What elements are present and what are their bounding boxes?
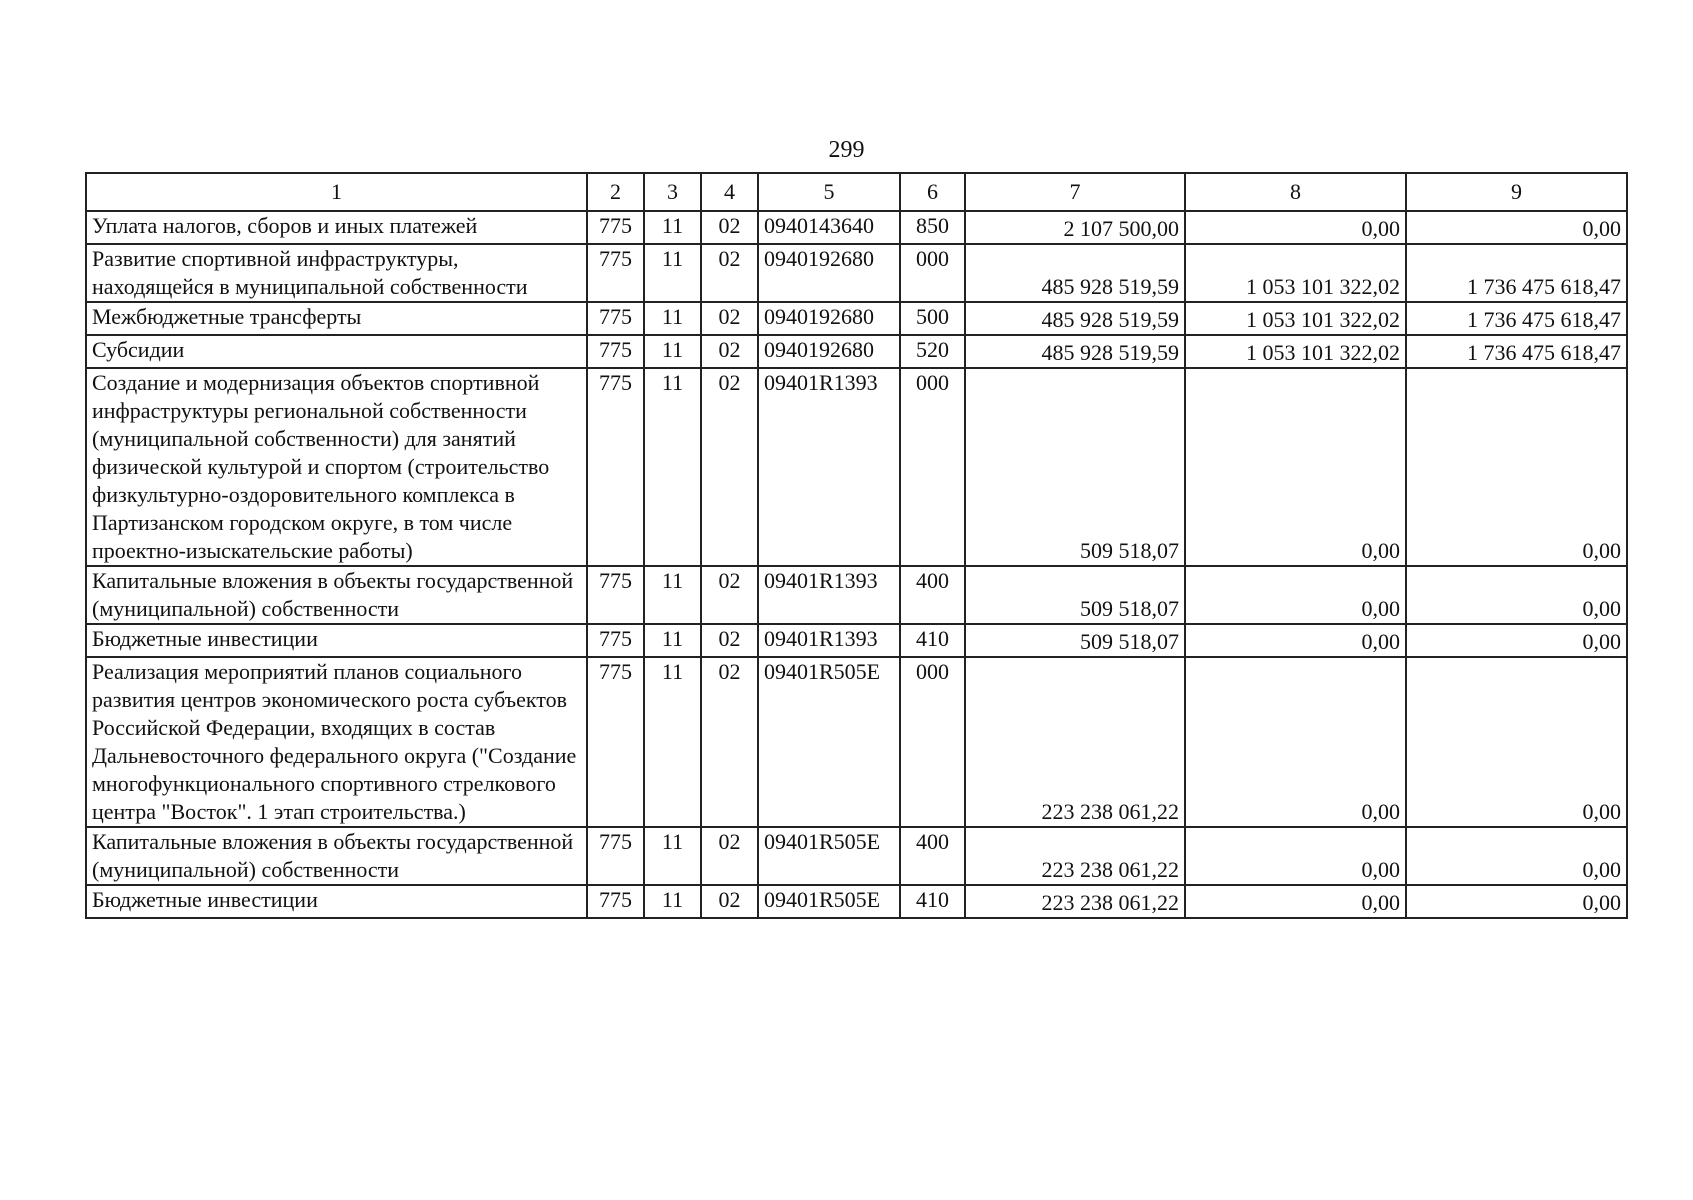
table-row: [86, 335, 1627, 368]
target-article-cell: 0940192680: [758, 335, 900, 368]
amount-col7-cell: 509 518,07: [965, 368, 1185, 566]
amount-col9-cell: 1 736 475 618,47: [1406, 335, 1627, 368]
amount-col9-cell: 0,00: [1406, 657, 1627, 827]
section-code-cell: 11: [644, 335, 701, 368]
subsection-code-cell: 02: [701, 211, 758, 244]
amount-col9-cell: 0,00: [1406, 885, 1627, 918]
amount-col9-cell: 0,00: [1406, 368, 1627, 566]
section-code-cell: 11: [644, 302, 701, 335]
amount-col8-cell: 0,00: [1185, 624, 1406, 657]
expense-type-cell: 400: [900, 827, 965, 885]
gr-code-cell: 775: [587, 302, 644, 335]
section-code-cell: 11: [644, 244, 701, 302]
amount-col9-cell: 0,00: [1406, 827, 1627, 885]
amount-col7-cell: 509 518,07: [965, 566, 1185, 624]
amount-col7-cell: 485 928 519,59: [965, 335, 1185, 368]
section-code-cell: 11: [644, 566, 701, 624]
expense-type-cell: 410: [900, 624, 965, 657]
gr-code-cell: 775: [587, 335, 644, 368]
header-cell: 9: [1406, 173, 1627, 211]
table-row: [86, 368, 1627, 566]
amount-col8-cell: 1 053 101 322,02: [1185, 335, 1406, 368]
row-name-cell: Уплата налогов, сборов и иных платежей: [86, 211, 587, 244]
row-name-cell: Капитальные вложения в объекты государственной (муниципальной) собственности: [86, 827, 587, 885]
header-cell: 4: [701, 173, 758, 211]
target-article-cell: 0940143640: [758, 211, 900, 244]
section-code-cell: 11: [644, 827, 701, 885]
section-code-cell: 11: [644, 211, 701, 244]
subsection-code-cell: 02: [701, 885, 758, 918]
amount-col7-cell: 2 107 500,00: [965, 211, 1185, 244]
amount-col7-cell: 223 238 061,22: [965, 885, 1185, 918]
amount-col8-cell: 1 053 101 322,02: [1185, 302, 1406, 335]
row-name-cell: Капитальные вложения в объекты государственной (муниципальной) собственности: [86, 566, 587, 624]
row-name-cell: Реализация мероприятий планов социального развития центров экономического роста субъектов Российской Федерации, входящих в состав Дальневосточного федерального округа ("Создание многофункционального спортивного стрелкового центра "Восток". 1 этап строительства.): [86, 657, 587, 827]
target-article-cell: 0940192680: [758, 302, 900, 335]
gr-code-cell: 775: [587, 624, 644, 657]
gr-code-cell: 775: [587, 244, 644, 302]
target-article-cell: 09401R505E: [758, 827, 900, 885]
header-cell: 8: [1185, 173, 1406, 211]
target-article-cell: 09401R1393: [758, 368, 900, 566]
table-row: [86, 566, 1627, 624]
amount-col8-cell: 0,00: [1185, 368, 1406, 566]
amount-col8-cell: 0,00: [1185, 566, 1406, 624]
expense-type-cell: 500: [900, 302, 965, 335]
amount-col7-cell: 223 238 061,22: [965, 827, 1185, 885]
table-row: [86, 211, 1627, 244]
amount-col8-cell: 0,00: [1185, 657, 1406, 827]
header-cell: 1: [86, 173, 587, 211]
subsection-code-cell: 02: [701, 624, 758, 657]
gr-code-cell: 775: [587, 368, 644, 566]
table-row: [86, 244, 1627, 302]
expense-type-cell: 400: [900, 566, 965, 624]
gr-code-cell: 775: [587, 566, 644, 624]
subsection-code-cell: 02: [701, 244, 758, 302]
expense-type-cell: 000: [900, 244, 965, 302]
target-article-cell: 0940192680: [758, 244, 900, 302]
row-name-cell: Субсидии: [86, 335, 587, 368]
section-code-cell: 11: [644, 624, 701, 657]
section-code-cell: 11: [644, 368, 701, 566]
header-cell: 5: [758, 173, 900, 211]
page-number: 299: [828, 137, 865, 163]
amount-col7-cell: 509 518,07: [965, 624, 1185, 657]
amount-col8-cell: 0,00: [1185, 211, 1406, 244]
header-cell: 6: [900, 173, 965, 211]
amount-col9-cell: 0,00: [1406, 624, 1627, 657]
amount-col7-cell: 485 928 519,59: [965, 302, 1185, 335]
subsection-code-cell: 02: [701, 827, 758, 885]
target-article-cell: 09401R1393: [758, 566, 900, 624]
row-name-cell: Межбюджетные трансферты: [86, 302, 587, 335]
amount-col7-cell: 223 238 061,22: [965, 657, 1185, 827]
table-row: [86, 657, 1627, 827]
subsection-code-cell: 02: [701, 657, 758, 827]
row-name-cell: Бюджетные инвестиции: [86, 885, 587, 918]
table-row: [86, 624, 1627, 657]
table-row: [86, 827, 1627, 885]
table-row: [86, 302, 1627, 335]
amount-col9-cell: 1 736 475 618,47: [1406, 244, 1627, 302]
header-cell: 2: [587, 173, 644, 211]
expense-type-cell: 000: [900, 657, 965, 827]
subsection-code-cell: 02: [701, 335, 758, 368]
target-article-cell: 09401R505E: [758, 885, 900, 918]
subsection-code-cell: 02: [701, 368, 758, 566]
amount-col8-cell: 1 053 101 322,02: [1185, 244, 1406, 302]
header-cell: 7: [965, 173, 1185, 211]
section-code-cell: 11: [644, 657, 701, 827]
expense-type-cell: 000: [900, 368, 965, 566]
amount-col9-cell: 1 736 475 618,47: [1406, 302, 1627, 335]
gr-code-cell: 775: [587, 211, 644, 244]
expense-type-cell: 410: [900, 885, 965, 918]
row-name-cell: Бюджетные инвестиции: [86, 624, 587, 657]
gr-code-cell: 775: [587, 827, 644, 885]
target-article-cell: 09401R505E: [758, 657, 900, 827]
row-name-cell: Создание и модернизация объектов спортивной инфраструктуры региональной собственности (муниципальной собственности) для занятий физической культурой и спортом (строительство физкультурно-оздоровительного комплекса в Партизанском городском округе, в том числе проектно-изыскательские работы): [86, 368, 587, 566]
row-name-cell: Развитие спортивной инфраструктуры, находящейся в муниципальной собственности: [86, 244, 587, 302]
amount-col9-cell: 0,00: [1406, 211, 1627, 244]
gr-code-cell: 775: [587, 657, 644, 827]
expense-type-cell: 850: [900, 211, 965, 244]
gr-code-cell: 775: [587, 885, 644, 918]
header-row: [86, 173, 1627, 211]
budget-table: [85, 172, 1628, 919]
subsection-code-cell: 02: [701, 566, 758, 624]
amount-col8-cell: 0,00: [1185, 827, 1406, 885]
section-code-cell: 11: [644, 885, 701, 918]
target-article-cell: 09401R1393: [758, 624, 900, 657]
amount-col7-cell: 485 928 519,59: [965, 244, 1185, 302]
header-cell: 3: [644, 173, 701, 211]
amount-col9-cell: 0,00: [1406, 566, 1627, 624]
subsection-code-cell: 02: [701, 302, 758, 335]
expense-type-cell: 520: [900, 335, 965, 368]
table-row: [86, 885, 1627, 918]
amount-col8-cell: 0,00: [1185, 885, 1406, 918]
